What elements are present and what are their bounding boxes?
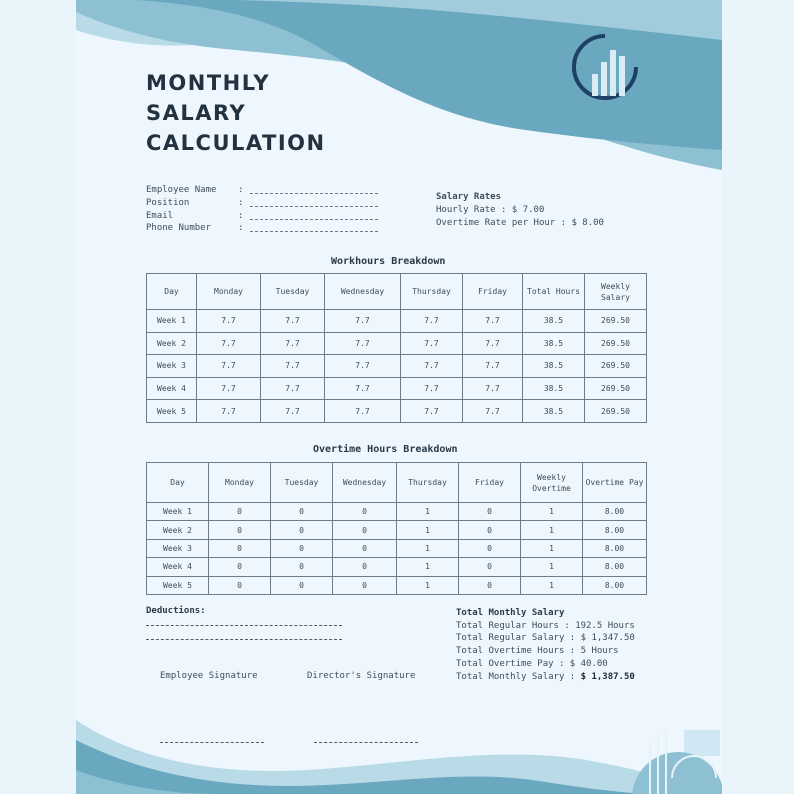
workhours-cell: 7.7 — [463, 377, 523, 400]
total-regular-hours: Total Regular Hours : 192.5 Hours — [456, 620, 635, 631]
table-row — [147, 400, 647, 423]
workhours-cell: 7.7 — [325, 310, 401, 333]
total-overtime-pay: Total Overtime Pay : $ 40.00 — [456, 658, 608, 669]
workhours-cell: Week 5 — [147, 400, 197, 423]
total-monthly-label: Total Monthly Salary : — [456, 671, 581, 682]
workhours-header-cell: Monday — [197, 274, 261, 310]
overtime-cell: 0 — [459, 539, 521, 557]
overtime-cell: 8.00 — [583, 503, 647, 521]
workhours-cell: 38.5 — [523, 377, 585, 400]
overtime-cell: 0 — [333, 521, 397, 539]
table-row — [147, 377, 647, 400]
workhours-cell: 7.7 — [401, 310, 463, 333]
overtime-header-cell: Thursday — [397, 463, 459, 503]
overtime-cell: 1 — [521, 503, 583, 521]
workhours-cell: 38.5 — [523, 310, 585, 333]
workhours-header-cell: Thursday — [401, 274, 463, 310]
table-row — [147, 576, 647, 594]
overtime-cell: 8.00 — [583, 558, 647, 576]
overtime-cell: 0 — [459, 576, 521, 594]
deductions — [146, 606, 342, 640]
table-row — [147, 310, 647, 333]
deductions-heading: Deductions: — [146, 606, 206, 616]
workhours-cell: Week 1 — [147, 310, 197, 333]
overtime-header-cell: Day — [147, 463, 209, 503]
workhours-cell: 7.7 — [261, 332, 325, 355]
position-field[interactable] — [250, 197, 378, 207]
title-line-3: CALCULATION — [146, 131, 326, 155]
position-label: Position — [146, 197, 190, 208]
table-row — [147, 332, 647, 355]
overtime-cell: Week 2 — [147, 521, 209, 539]
overtime-table — [146, 462, 647, 595]
workhours-header-cell: Weekly Salary — [585, 274, 647, 310]
email-row: Email : — [146, 210, 378, 223]
workhours-cell: 7.7 — [261, 355, 325, 378]
overtime-cell: 1 — [397, 576, 459, 594]
workhours-cell: Week 2 — [147, 332, 197, 355]
deductions-line-2[interactable] — [146, 630, 342, 640]
overtime-cell: 0 — [333, 558, 397, 576]
phone-label: Phone Number — [146, 223, 212, 234]
workhours-cell: 7.7 — [197, 377, 261, 400]
employee-name-label: Employee Name — [146, 185, 217, 195]
table-row — [147, 521, 647, 539]
workhours-header-cell: Friday — [463, 274, 523, 310]
overtime-cell: Week 5 — [147, 576, 209, 594]
workhours-cell: 7.7 — [401, 355, 463, 378]
table-row — [147, 355, 647, 378]
workhours-cell: 7.7 — [197, 332, 261, 355]
title-line-1: MONTHLY — [146, 71, 271, 95]
total-monthly-line — [456, 671, 635, 684]
director-signature-line[interactable] — [314, 742, 418, 743]
workhours-cell: 7.7 — [463, 310, 523, 333]
workhours-cell: 7.7 — [261, 377, 325, 400]
overtime-title: Overtime Hours Breakdown — [313, 444, 458, 455]
workhours-cell: Week 3 — [147, 355, 197, 378]
position-row: Position : — [146, 197, 378, 210]
total-monthly-value: $ 1,387.50 — [580, 671, 635, 682]
workhours-cell: 7.7 — [325, 400, 401, 423]
workhours-cell: 38.5 — [523, 332, 585, 355]
title-line-2: SALARY — [146, 101, 247, 125]
overtime-header-row — [147, 463, 647, 503]
workhours-header-row — [147, 274, 647, 310]
email-field[interactable] — [250, 210, 378, 220]
table-row — [147, 558, 647, 576]
overtime-cell: 0 — [271, 576, 333, 594]
workhours-header-cell: Day — [147, 274, 197, 310]
workhours-cell: 269.50 — [585, 377, 647, 400]
employee-signature-label: Employee Signature — [160, 671, 258, 681]
overtime-cell: Week 3 — [147, 539, 209, 557]
total-overtime-hours: Total Overtime Hours : 5 Hours — [456, 646, 619, 657]
workhours-cell: 7.7 — [325, 332, 401, 355]
email-label: Email — [146, 210, 174, 221]
deductions-line-1[interactable] — [146, 616, 342, 626]
overtime-cell: 8.00 — [583, 539, 647, 557]
workhours-cell: 38.5 — [523, 400, 585, 423]
overtime-cell: 0 — [209, 521, 271, 539]
employee-info — [146, 184, 378, 235]
overtime-cell: 8.00 — [583, 521, 647, 539]
overtime-cell: 0 — [459, 521, 521, 539]
workhours-cell: Week 4 — [147, 377, 197, 400]
phone-row: Phone Number : — [146, 222, 378, 235]
employee-name-row: Employee Name : — [146, 184, 378, 197]
table-row — [147, 503, 647, 521]
overtime-header-cell: Weekly Overtime — [521, 463, 583, 503]
workhours-cell: 7.7 — [325, 355, 401, 378]
overtime-cell: 1 — [397, 503, 459, 521]
workhours-header-cell: Wednesday — [325, 274, 401, 310]
workhours-cell: 7.7 — [463, 400, 523, 423]
overtime-header-cell: Tuesday — [271, 463, 333, 503]
overtime-header-cell: Monday — [209, 463, 271, 503]
overtime-cell: 1 — [521, 558, 583, 576]
overtime-cell: 1 — [397, 521, 459, 539]
workhours-cell: 7.7 — [401, 377, 463, 400]
overtime-cell: Week 4 — [147, 558, 209, 576]
overtime-cell: 0 — [333, 539, 397, 557]
workhours-cell: 269.50 — [585, 310, 647, 333]
workhours-cell: 269.50 — [585, 332, 647, 355]
overtime-cell: 1 — [521, 521, 583, 539]
overtime-cell: 0 — [271, 558, 333, 576]
chart-logo-icon — [568, 30, 642, 104]
workhours-cell: 7.7 — [197, 400, 261, 423]
overtime-cell: 1 — [521, 539, 583, 557]
overtime-cell: 0 — [459, 503, 521, 521]
overtime-cell: 1 — [397, 539, 459, 557]
workhours-header-cell: Tuesday — [261, 274, 325, 310]
salary-rates — [436, 191, 604, 229]
workhours-cell: 7.7 — [261, 400, 325, 423]
table-row — [147, 539, 647, 557]
phone-field[interactable] — [250, 222, 378, 232]
overtime-cell: Week 1 — [147, 503, 209, 521]
workhours-cell: 7.7 — [197, 310, 261, 333]
overtime-cell: 0 — [271, 503, 333, 521]
overtime-header-cell: Overtime Pay — [583, 463, 647, 503]
workhours-cell: 269.50 — [585, 400, 647, 423]
workhours-cell: 7.7 — [261, 310, 325, 333]
overtime-cell: 0 — [271, 539, 333, 557]
salary-rates-heading: Salary Rates — [436, 192, 502, 202]
overtime-header-cell: Wednesday — [333, 463, 397, 503]
corner-decoration-icon — [632, 728, 722, 794]
overtime-cell: 0 — [209, 503, 271, 521]
overtime-header-cell: Friday — [459, 463, 521, 503]
workhours-cell: 7.7 — [325, 377, 401, 400]
overtime-cell: 1 — [397, 558, 459, 576]
workhours-cell: 7.7 — [463, 332, 523, 355]
overtime-cell: 0 — [333, 576, 397, 594]
overtime-cell: 1 — [521, 576, 583, 594]
document-title — [146, 68, 326, 158]
workhours-cell: 7.7 — [401, 332, 463, 355]
overtime-cell: 0 — [209, 576, 271, 594]
employee-name-field[interactable] — [250, 184, 378, 194]
overtime-cell: 8.00 — [583, 576, 647, 594]
total-regular-salary: Total Regular Salary : $ 1,347.50 — [456, 633, 635, 644]
workhours-cell: 38.5 — [523, 355, 585, 378]
workhours-cell: 269.50 — [585, 355, 647, 378]
overtime-cell: 0 — [333, 503, 397, 521]
workhours-cell: 7.7 — [197, 355, 261, 378]
workhours-title: Workhours Breakdown — [331, 256, 446, 267]
overtime-cell: 0 — [209, 558, 271, 576]
workhours-cell: 7.7 — [401, 400, 463, 423]
overtime-cell: 0 — [271, 521, 333, 539]
total-heading: Total Monthly Salary — [456, 608, 565, 618]
total-monthly-salary — [456, 607, 635, 683]
workhours-cell: 7.7 — [463, 355, 523, 378]
employee-signature-line[interactable] — [160, 742, 264, 743]
hourly-rate: Hourly Rate : $ 7.00 — [436, 204, 545, 215]
overtime-cell: 0 — [209, 539, 271, 557]
workhours-table — [146, 273, 647, 423]
director-signature-label: Director's Signature — [307, 671, 416, 681]
overtime-rate: Overtime Rate per Hour : $ 8.00 — [436, 217, 604, 228]
overtime-cell: 0 — [459, 558, 521, 576]
workhours-header-cell: Total Hours — [523, 274, 585, 310]
